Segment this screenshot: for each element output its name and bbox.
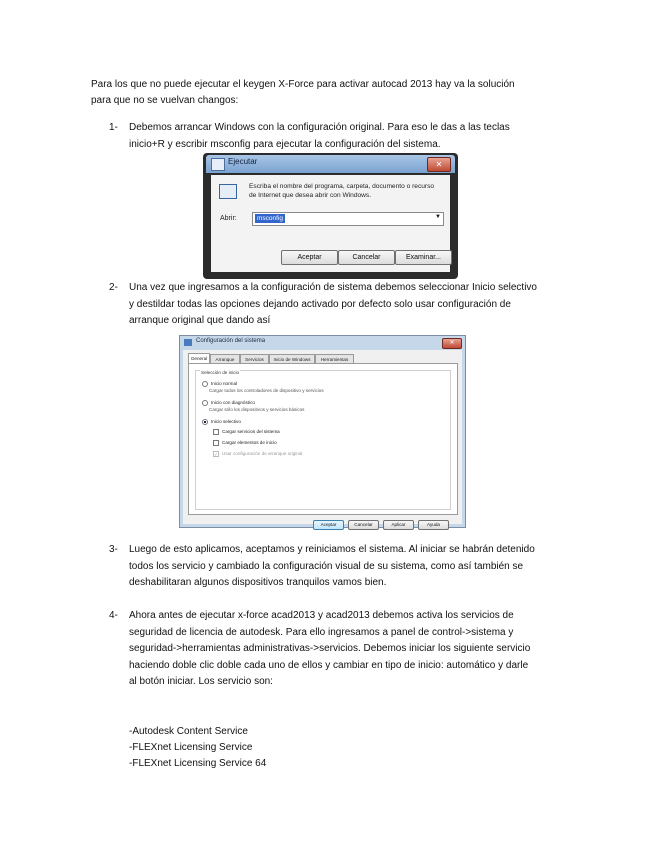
radio-selective <box>202 419 208 425</box>
option-diagnostic: Inicio con diagnóstico <box>202 400 255 406</box>
tab-herramientas: Herramientas <box>315 354 354 364</box>
step-number: 1- <box>109 122 118 133</box>
config-app-icon <box>184 339 192 346</box>
step-text-line: al botón iniciar. Los servicio son: <box>129 676 273 687</box>
group-title: Selección de inicio <box>201 370 240 375</box>
run-title: Ejecutar <box>228 157 258 166</box>
radio-normal <box>202 381 208 387</box>
step-text-line: Ahora antes de ejecutar x-force acad2013 y acad2013 debemos activa los servicios de <box>129 610 514 621</box>
option-selective: Inicio selectivo <box>202 419 241 425</box>
intro-line-2: para que no se vuelvan changos: <box>91 95 239 106</box>
run-program-icon <box>219 184 237 199</box>
config-cancel-button: Cancelar <box>348 520 379 530</box>
close-icon: ✕ <box>442 338 462 349</box>
tab-inicio-windows: Inicio de Windows <box>269 354 315 364</box>
service-item: -FLEXnet Licensing Service 64 <box>129 758 267 769</box>
step-text-line: inicio+R y escribir msconfig para ejecutar la configuración del sistema. <box>129 138 441 150</box>
step-text-line: seguridad->herramientas administrativas->servicios. Debemos iniciar los siguiente servicio <box>129 643 531 654</box>
config-title-bar <box>180 336 465 349</box>
option-normal: Inicio normal <box>202 381 237 387</box>
intro-line-1: Para los que no puede ejecutar el keygen X-Force para activar autocad 2013 hay va la solución <box>91 79 515 90</box>
config-title: Configuración del sistema <box>196 338 266 344</box>
step-text-line: arranque original que dando así <box>129 315 271 326</box>
run-open-combo <box>252 212 444 226</box>
system-config-screenshot <box>179 335 466 528</box>
check-load-startup: Cargar elementos de inicio <box>213 440 277 446</box>
checkbox-original-boot: ✓ <box>214 452 218 457</box>
step-text-line: y destildar todas las opciones dejando activado por defecto solo usar configuración de <box>129 298 511 310</box>
run-dialog-screenshot <box>203 153 458 279</box>
tab-arranque: Arranque <box>210 354 240 364</box>
config-help-button: Ayuda <box>418 520 449 530</box>
step-text-line: Una vez que ingresamos a la configuración de sistema debemos seleccionar Inicio selectivo <box>129 282 537 293</box>
chevron-down-icon: ▼ <box>435 214 441 220</box>
run-open-value: msconfig <box>257 215 284 222</box>
run-cancel-button: Cancelar <box>338 250 395 265</box>
run-browse-button: Examinar... <box>395 250 452 265</box>
close-icon: ✕ <box>427 157 451 172</box>
step-text-line: Luego de esto aplicamos, aceptamos y reiniciamos el sistema. Al iniciar se habrán detenido <box>129 544 535 555</box>
startup-selection-group <box>195 370 451 510</box>
step-number: 4- <box>109 610 118 621</box>
config-general-panel <box>188 363 458 515</box>
step-text-line: todos los servicio y cambiado la configuración visual de su sistema, como así también se <box>129 560 524 572</box>
step-number: 2- <box>109 282 118 293</box>
step-text-line: haciendo doble clic doble cada uno de ellos y cambiar en tipo de inicio: automático y darle <box>129 659 529 671</box>
config-ok-button: Aceptar <box>313 520 344 530</box>
run-description: Escriba el nombre del programa, carpeta, documento o recurso de Internet que desea abrir con Windows. <box>249 183 435 199</box>
check-original-boot: ✓ Usar configuración de arranque original <box>214 451 303 457</box>
step-text-line: seguridad de licencia de autodesk. Para ello ingresamos a panel de control->sistema y <box>129 626 514 638</box>
run-title-bar <box>206 155 455 173</box>
service-item: -FLEXnet Licensing Service <box>129 742 253 753</box>
radio-diagnostic <box>202 400 208 406</box>
run-app-icon <box>211 158 225 171</box>
step-text-line: deshabilitaran algunos dispositivos tranquilos vamos bien. <box>129 577 387 588</box>
step-text-line: Debemos arrancar Windows con la configuración original. Para eso le das a las teclas <box>129 122 510 133</box>
run-open-label: Abrir: <box>220 215 237 222</box>
option-diagnostic-desc: Cargar sólo los dispositivos y servicios básicos <box>209 407 305 412</box>
checkbox-services <box>213 429 219 435</box>
checkbox-startup <box>213 440 219 446</box>
run-ok-button: Aceptar <box>281 250 338 265</box>
service-item: -Autodesk Content Service <box>129 726 248 737</box>
check-load-services: Cargar servicios del sistema <box>213 429 280 435</box>
option-normal-desc: Cargar todos los controladores de dispositivo y servicios <box>209 388 324 393</box>
step-number: 3- <box>109 544 118 555</box>
tab-servicios: Servicios <box>240 354 269 364</box>
tab-general: General <box>188 353 210 364</box>
config-apply-button: Aplicar <box>383 520 414 530</box>
